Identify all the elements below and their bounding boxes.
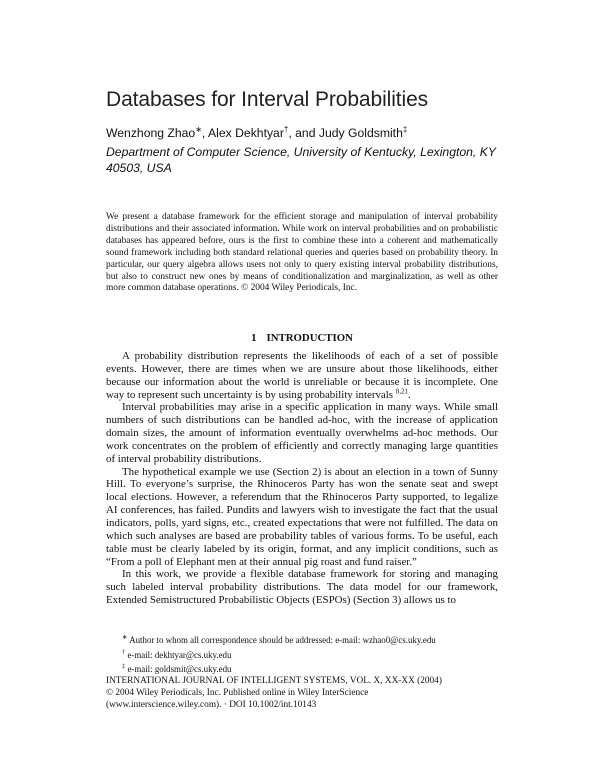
citation: 8,21 bbox=[395, 386, 409, 395]
section-heading bbox=[106, 332, 498, 344]
footnote-marker: ‡ bbox=[402, 125, 408, 134]
journal-line: © 2004 Wiley Periodicals, Inc. Published online in Wiley InterScience bbox=[106, 687, 369, 698]
footnote: ∗ Author to whom all correspondence should be addressed: e-mail: wzhao0@cs.uky.edu bbox=[122, 634, 436, 645]
paper-title: Databases for Interval Probabilities bbox=[106, 88, 429, 111]
author-name: Wenzhong Zhao bbox=[106, 126, 196, 141]
journal-line: (www.interscience.wiley.com). · DOI 10.1002/int.10143 bbox=[106, 699, 317, 710]
section-title: INTRODUCTION bbox=[266, 332, 353, 344]
journal-info bbox=[106, 676, 506, 711]
footnote: ‡ e-mail: goldsmit@cs.uky.edu bbox=[122, 663, 232, 675]
author-separator: , and bbox=[288, 126, 319, 141]
section-number: 1 bbox=[251, 332, 257, 344]
paragraph: Interval probabilities may arise in a specific application in many ways. While small numbers of such distributions can be handled ad-hoc, with the increase of application domain sizes, the amount of information eventually overwhelms ad-hoc methods. Our work concentrates on the problem of efficiently and correctly managing large quantities of interval probability distributions. bbox=[106, 401, 498, 465]
footnote: † e-mail: dekhtyar@cs.uky.edu bbox=[122, 648, 232, 660]
author-separator: , bbox=[201, 126, 209, 141]
body-text bbox=[106, 350, 498, 607]
footnote-marker: † bbox=[283, 125, 289, 134]
paragraph: The hypothetical example we use (Section 2) is about an election in a town of Sunny Hill. To everyone’s surprise, the Rhinoceros Party has won the senate seat and swept local elections. However, a referendum that the Rhinoceros Party supported, to legalize AI conferences, has failed. Pundits and lawyers wish to investigate the fact that the usual indicators, polls, yard signs, etc., created expectations that were not fulfilled. The data on which such analyses are based are probability tables of various forms. To be useful, each table must be clearly labeled by its origin, format, and any implicit conditions, such as “From a poll of Elephant men at their annual pig roast and fund raiser.” bbox=[106, 465, 498, 568]
author-name: Alex Dekhtyar bbox=[208, 126, 284, 141]
author-affiliation: Department of Computer Science, University of Kentucky, Lexington, KY 40503, USA bbox=[106, 145, 496, 175]
abstract: We present a database framework for the efficient storage and manipulation of interval probability distributions and their associated information. While work on interval probabilities and on probabilistic databases has appeared before, ours is the first to combine these into a coherent and mathematically sound framework including both standard relational queries and queries based on probability theory. In particular, our query algebra allows users not only to query existing interval probability distributions, but also to construct new ones by means of conditionalization and marginalization, as well as other more common database operations. © 2004 Wiley Periodicals, Inc. bbox=[106, 212, 498, 294]
paragraph: In this work, we provide a flexible database framework for storing and managing such labeled interval probability distributions. The data model for our framework, Extended Semistructured Probabilistic Objects (ESPOs) (Section 3) allows us to bbox=[106, 568, 498, 607]
footnotes bbox=[106, 632, 506, 676]
author-list bbox=[106, 125, 407, 140]
paragraph: A probability distribution represents the likelihoods of each of a set of possible events. However, there are times when we are unsure about those likelihoods, either because our information about the world is unreliable or because it is incomplete. One way to represent such uncertainty is by using probability intervals $^{8,21}$. bbox=[106, 350, 498, 401]
author-name: Judy Goldsmith bbox=[318, 126, 403, 141]
journal-line: INTERNATIONAL JOURNAL OF INTELLIGENT SYSTEMS, VOL. X, XX-XX (2004) bbox=[106, 676, 442, 686]
footnote-marker: ∗ bbox=[195, 125, 202, 134]
